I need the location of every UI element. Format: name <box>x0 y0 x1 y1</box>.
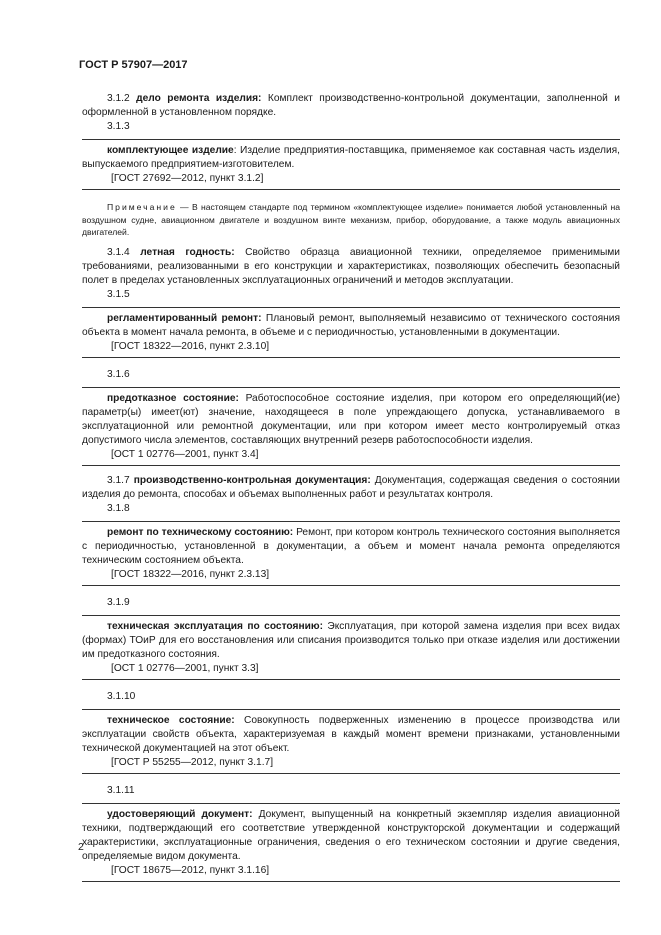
note-label: Примечание <box>107 202 177 212</box>
term: удостоверяющий документ: <box>107 808 253 820</box>
clause-number-3-1-6: 3.1.6 <box>107 368 130 380</box>
page-number: 2 <box>78 841 84 853</box>
definition-box-3-1-11 <box>82 803 620 882</box>
term: комплектующее изделие <box>107 145 234 156</box>
term: дело ремонта изделия: <box>136 93 262 104</box>
clause-number-3-1-9: 3.1.9 <box>107 596 130 608</box>
document-body <box>82 92 620 882</box>
definition-box-3-1-5 <box>82 307 620 358</box>
definition-box-3-1-8 <box>82 521 620 586</box>
source-reference: [ГОСТ 27692—2012, пункт 3.1.2] <box>111 173 264 184</box>
source-reference: [ГОСТ 18322—2016, пункт 2.3.10] <box>111 340 270 352</box>
note-text: — В настоящем стандарте под термином «комплектующее изделие» понимается любой установленный на воздушном судне, авиационном двигателе и воздушном винте механизм, прибор, оборудование, а также модуль авиационных двигателей. <box>82 202 620 237</box>
definition-box-3-1-10 <box>82 709 620 774</box>
source-reference: [ГОСТ 18675—2012, пункт 3.1.16] <box>111 864 270 876</box>
clause-number-3-1-10: 3.1.10 <box>107 690 136 702</box>
definition-text: Эксплуатация, при которой замена изделия при всех видах (формах) ТОиР для его восстановления или списания производится только при отказе изделия или достижении им предотказного состояния. <box>82 620 620 660</box>
source-reference: [ОСТ 1 02776—2001, пункт 3.3] <box>111 662 259 674</box>
term: предотказное состояние: <box>107 392 239 404</box>
definition-3-1-4 <box>82 246 620 288</box>
term: техническое состояние: <box>107 714 235 726</box>
note <box>82 201 620 239</box>
clause-number: 3.1.4 <box>107 246 130 258</box>
definition-text: Совокупность подверженных изменению в процессе производства или эксплуатации свойств объекта, характеризуемая в каждый момент времени признаками, установленными технической документацией на этот объект. <box>82 714 620 754</box>
source-reference: [ОСТ 1 02776—2001, пункт 3.4] <box>111 448 259 460</box>
source-reference: [ГОСТ Р 55255—2012, пункт 3.1.7] <box>111 756 274 768</box>
definition-box-3-1-9 <box>82 615 620 680</box>
definition-text: Ремонт, при котором контроль технического состояния выполняется с периодичностью, установленной в документации, а объем и момент начала ремонта определяются техническим состоянием объекта. <box>82 526 620 566</box>
clause-number-3-1-8: 3.1.8 <box>107 502 130 514</box>
definition-text: Свойство образца авиационной техники, определяемое применимыми требованиями, реализованными в его конструкции и характеристиках, позволяющих обеспечить безопасный полет в пределах установленных эксплуатационных ограничений и методов эксплуатации. <box>82 246 620 286</box>
definition-text: Плановый ремонт, выполняемый независимо от технического состояния объекта в момент начала ремонта, в объеме и с периодичностью, установленными в документации. <box>82 312 620 338</box>
definition-text: Документация, содержащая сведения о состоянии изделия до ремонта, способах и объемах выполненных работ и результатах контроля. <box>82 474 620 500</box>
definition-3-1-2 <box>82 92 620 120</box>
term: летная годность: <box>140 246 235 258</box>
clause-number-3-1-5: 3.1.5 <box>107 288 130 300</box>
term: ремонт по техническому состоянию: <box>107 526 294 538</box>
definition-box-3-1-3 <box>82 139 620 190</box>
definition-box-3-1-6 <box>82 387 620 466</box>
clause-number-3-1-11: 3.1.11 <box>107 784 135 796</box>
definition-text: Работоспособное состояние изделия, при котором его определяющий(ие) параметр(ы) имеет(ют) значение, находящееся в поле упреждающего допуска, устанавливаемого в эксплуатационной или ремонтной документации, или при котором имеет место контролируемый отказ допустимого числа элементов, составляющих внутренний резерв работоспособности изделия. <box>82 392 620 446</box>
clause-number-3-1-3: 3.1.3 <box>107 121 130 132</box>
clause-number: 3.1.7 <box>107 474 130 486</box>
clause-number: 3.1.2 <box>107 93 130 104</box>
term: регламентированный ремонт: <box>107 312 262 324</box>
definition-text: Документ, выпущенный на конкретный экземпляр изделия авиационной техники, подтверждающий его соответствие утвержденной конструкторской документации и содержащий характеристики, эксплуатационные ограничения, сведения о его техническом состоянии и другие сведения, определяемые видом документа. <box>82 808 620 862</box>
definition-text: : Изделие предприятия-поставщика, применяемое как составная часть изделия, выпускаемого предприятием-изготовителем. <box>82 145 620 170</box>
source-reference: [ГОСТ 18322—2016, пункт 2.3.13] <box>111 568 270 580</box>
definition-3-1-7 <box>82 474 620 502</box>
term: техническая эксплуатация по состоянию: <box>107 620 323 632</box>
definition-text: Комплект производственно-контрольной документации, заполненной и оформленной в установленном порядке. <box>82 93 620 118</box>
term: производственно-контрольная документация: <box>133 474 371 486</box>
document-code: ГОСТ Р 57907—2017 <box>79 59 188 71</box>
